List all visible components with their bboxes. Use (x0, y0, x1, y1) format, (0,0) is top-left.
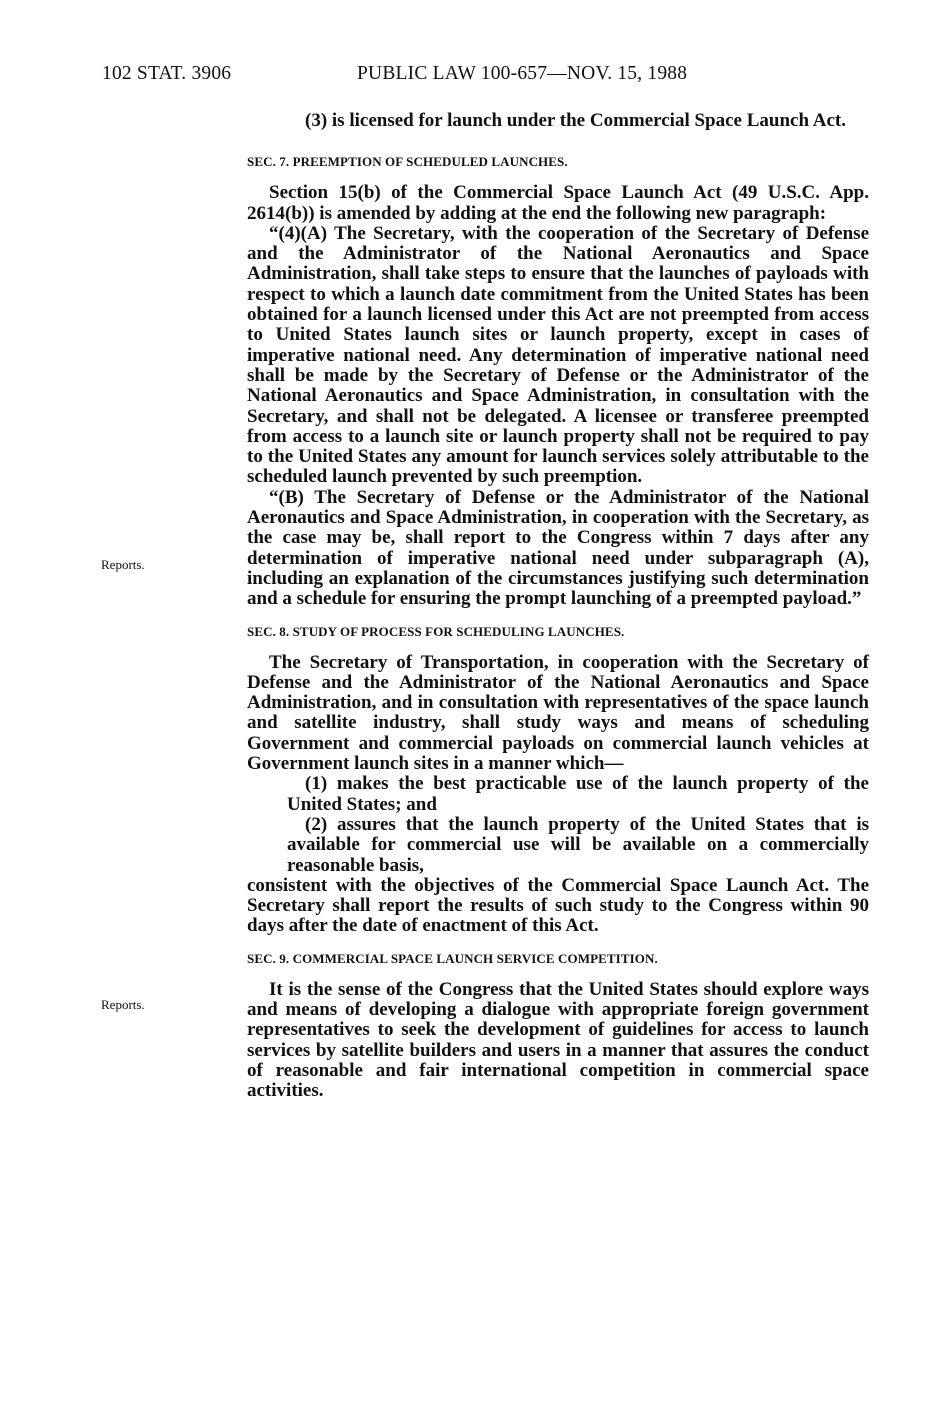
section-heading-9: SEC. 9. COMMERCIAL SPACE LAUNCH SERVICE COMPETITION. (247, 950, 658, 966)
section-8-intro: The Secretary of Transportation, in cooperation with the Secretary of Defense and the Administrator of the National Aeronautics and Space Administration, and in consultation with representatives of the space launch and satellite industry, shall study ways and means of scheduling Government and commercial payloads on commercial launch vehicles at Government launch sites in a manner which— (247, 651, 869, 775)
section-heading-8: SEC. 8. STUDY OF PROCESS FOR SCHEDULING LAUNCHES. (247, 623, 625, 639)
stat-page-number: 102 STAT. 3906 (102, 63, 232, 84)
section-7-paragraph-b: “(B) The Secretary of Defense or the Administrator of the National Aeronautics and Space Administration, in cooperation with the Secretary, as the case may be, shall report to the Congress within 7 days after any determination of imperative national need under subparagraph (A), including an explanation of the circumstances justifying such determination and a schedule for ensuring the prompt launching of a preempted payload.” (247, 486, 869, 610)
section-8-closing: consistent with the objectives of the Commercial Space Launch Act. The Secretary shall report the results of such study to the Congress within 90 days after the date of enactment of this Act. (247, 874, 869, 937)
section-8-item-2: (2) assures that the launch property of the United States that is available for commercial use will be available on a commercially reasonable basis, (287, 813, 869, 876)
section-9-text: It is the sense of the Congress that the United States should explore ways and means of developing a dialogue with appropriate foreign government representatives to seek the development of guidelines for access to launch services by satellite builders and users in a manner that assures the conduct of reasonable and fair international competition in commercial space activities. (247, 978, 869, 1102)
section-8-item-1: (1) makes the best practicable use of the launch property of the United States; and (287, 773, 869, 815)
section-7-paragraph-4a: “(4)(A) The Secretary, with the cooperation of the Secretary of Defense and the Administrator of the National Aeronautics and Space Administration, shall take steps to ensure that the launches of payloads with respect to which a launch date commitment from the United States has been obtained for a launch licensed under this Act are not preempted from access to United States launch sites or launch property, except in cases of imperative national need. Any determination of imperative national need shall be made by the Secretary of Defense or the Administrator of the National Aeronautics and Space Administration, in consultation with the Secretary, and shall not be delegated. A licensee or transferee preempted from access to a launch site or launch property shall not be required to pay to the United States any amount for launch services solely attributable to the scheduled launch prevented by such preemption. (247, 222, 869, 488)
law-text-body (247, 111, 869, 1101)
section-heading-7: SEC. 7. PREEMPTION OF SCHEDULED LAUNCHES. (247, 154, 568, 170)
margin-note-reports: Reports. (101, 557, 145, 572)
running-header: PUBLIC LAW 100-657—NOV. 15, 1988 (357, 63, 688, 84)
paragraph-3: (3) is licensed for launch under the Commercial Space Launch Act. (305, 110, 846, 131)
margin-note-reports: Reports. (101, 997, 145, 1012)
section-7-intro: Section 15(b) of the Commercial Space Launch Act (49 U.S.C. App. 2614(b)) is amended by adding at the end the following new paragraph: (247, 182, 869, 224)
